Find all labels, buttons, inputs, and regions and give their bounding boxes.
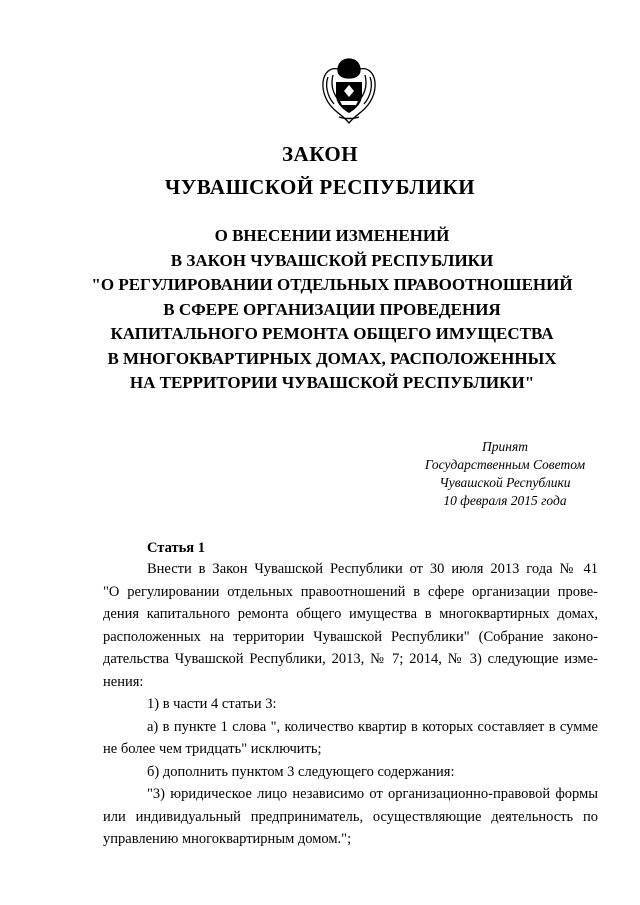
subject-line: В ЗАКОН ЧУВАШСКОЙ РЕСПУБЛИКИ (170, 250, 494, 270)
subject-line: "О РЕГУЛИРОВАНИИ ОТДЕЛЬНЫХ ПРАВООТНОШЕНИЙ (91, 275, 573, 294)
adoption-note (385, 438, 625, 510)
article-body (103, 558, 598, 851)
subject-line: В СФЕРЕ ОРГАНИЗАЦИИ ПРОВЕДЕНИЯ (163, 299, 501, 319)
law-title: ЗАКОН (281, 142, 359, 166)
subject-line: О ВНЕСЕНИИ ИЗМЕНЕНИЙ (214, 226, 450, 245)
coat-of-arms-emblem (316, 55, 382, 127)
adoption-line: Чувашской Республики (439, 475, 571, 490)
adoption-date: 10 февраля 2015 года (443, 493, 567, 508)
body-line: б) дополнить пунктом 3 следующего содержания: (147, 763, 455, 780)
adoption-line: Государственным Советом (424, 457, 586, 472)
law-subject (12, 224, 640, 396)
subject-line: КАПИТАЛЬНОГО РЕМОНТА ОБЩЕГО ИМУЩЕСТВА (110, 324, 554, 343)
body-line: дательства Чувашской Республики, 2013, № 7; 2014, № 3) следующие изме- (103, 651, 598, 667)
body-line: дения капитального ремонта общего имущества в многоквартирных домах, (103, 606, 598, 622)
subject-line: В МНОГОКВАРТИРНЫХ ДОМАХ, РАСПОЛОЖЕННЫХ (107, 348, 557, 368)
body-line: "3) юридическое лицо независимо от организационно-правовой формы (147, 786, 598, 802)
body-line: управлению многоквартирным домом."; (103, 831, 352, 847)
law-republic-title: ЧУВАШСКОЙ РЕСПУБЛИКИ (164, 175, 476, 199)
body-line: 1) в части 4 статьи 3: (147, 696, 277, 712)
body-line: "О регулировании отдельных правоотношений в сфере организации прове- (103, 583, 598, 600)
body-line: не более чем тридцать" исключить; (103, 741, 322, 757)
body-line: нения: (103, 673, 144, 690)
body-line: Внести в Закон Чувашской Республики от 30 июля 2013 года № 41 (147, 561, 598, 577)
body-line: расположенных на территории Чувашской Республики" (Собрание законо- (103, 628, 598, 645)
subject-line: НА ТЕРРИТОРИИ ЧУВАШСКОЙ РЕСПУБЛИКИ" (129, 373, 535, 392)
adoption-line: Принят (482, 439, 528, 454)
article-heading: Статья 1 (147, 540, 205, 556)
body-line: или индивидуальный предприниматель, осуществляющие деятельность по (103, 808, 598, 825)
body-line: а) в пункте 1 слова ", количество квартир в которых составляет в сумме (147, 718, 598, 735)
